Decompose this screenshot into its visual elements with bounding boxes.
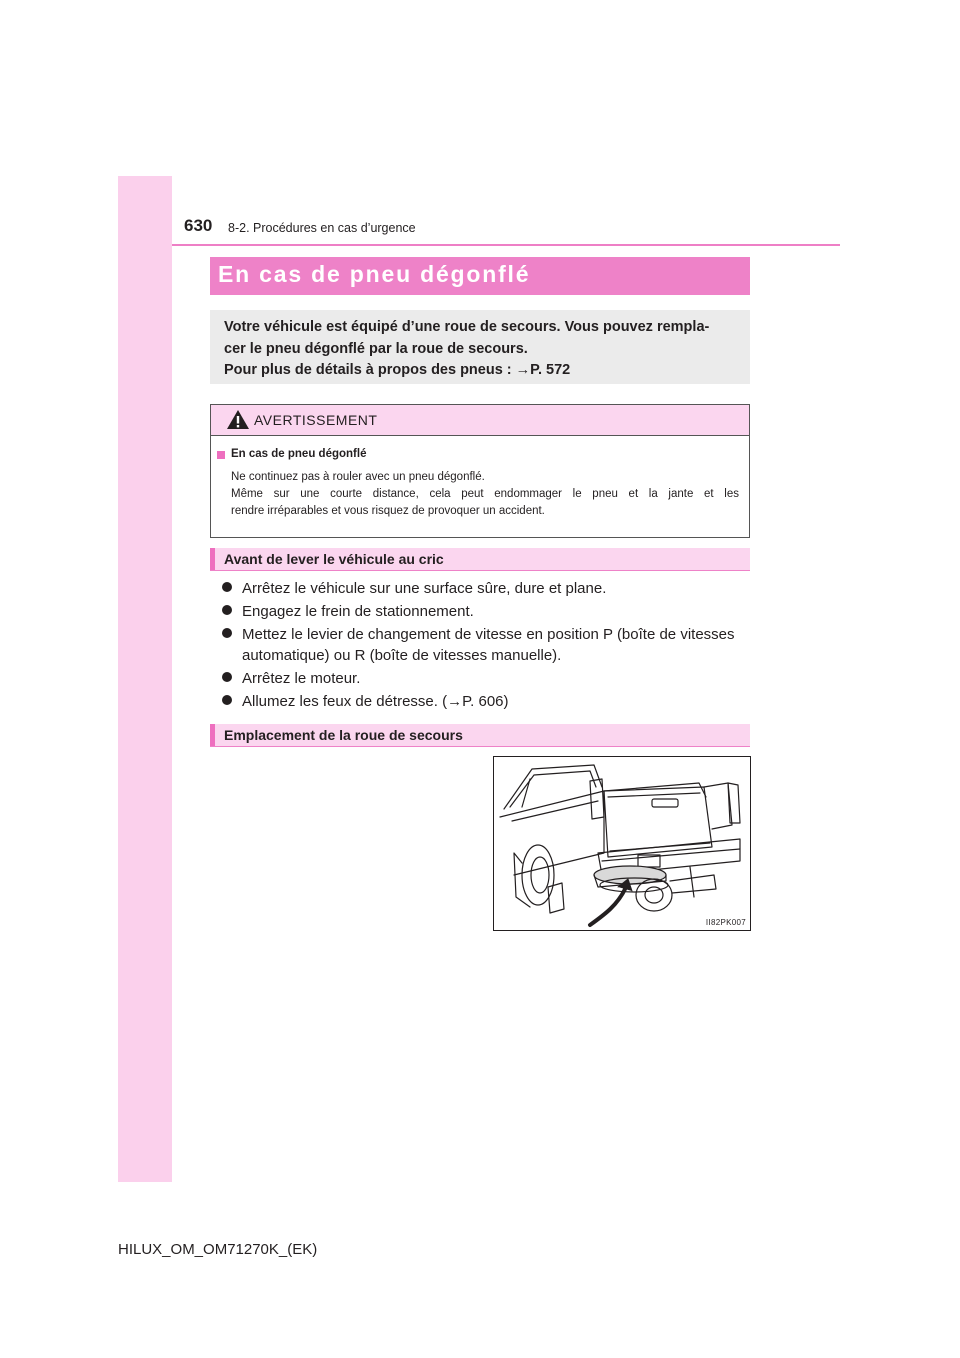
breadcrumb: 8-2. Procédures en cas d’urgence [228,221,416,235]
sidebar-tab [118,176,172,1182]
list-item: Engagez le frein de stationnement. [222,603,474,620]
warning-subtitle: En cas de pneu dégonflé [231,448,367,460]
intro-line-1: Votre véhicule est équipé d’une roue de secours. Vous pouvez rempla- [224,319,710,335]
title-bar [210,257,750,295]
bullet-dot [222,582,232,592]
section-marker [210,548,215,570]
page-number: 630 [184,216,213,235]
intro-line-2: cer le pneu dégonflé par la roue de secours. [224,341,528,357]
list-item: Arrêtez le moteur. [222,670,360,687]
footer-code: HILUX_OM_OM71270K_(EK) [118,1241,318,1258]
list-item-continuation: automatique) ou R (boîte de vitesses manuelle). [242,647,562,664]
warning-text-line-1: Ne continuez pas à rouler avec un pneu dégonflé. [231,471,485,483]
header-rule [172,244,840,246]
warning-box [210,404,750,538]
list-item: Arrêtez le véhicule sur une surface sûre, dure et plane. [222,580,606,597]
section-marker [210,724,215,746]
list-item: Allumez les feux de détresse. (→P. 606) [222,693,509,710]
warning-text-line-3: rendre irréparables et vous risquez de provoquer un accident. [231,505,545,517]
warning-triangle-icon [226,409,250,435]
bullet-dot [222,628,232,638]
bullet-dot [222,695,232,705]
spare-tire-illustration [493,756,751,931]
list-item: Mettez le levier de changement de vitesse en position P (boîte de vitesses [222,626,735,643]
section-heading-text: Avant de lever le véhicule au cric [224,551,444,567]
page-title: En cas de pneu dégonflé [218,261,531,287]
warning-square-bullet [217,451,225,459]
warning-title: AVERTISSEMENT [254,412,378,428]
figure-code: II82PK007 [705,918,746,927]
bullet-dot [222,605,232,615]
section-heading-jack [210,548,750,571]
intro-line-3: Pour plus de détails à propos des pneus : →P. 572 [224,362,571,378]
section-heading-text: Emplacement de la roue de secours [224,727,463,743]
warning-header [211,405,749,436]
warning-text-line-2: Même sur une courte distance, cela peut endommager le pneu et la jante et les [231,488,739,500]
bullet-dot [222,672,232,682]
intro-box [210,310,750,384]
section-heading-spare [210,724,750,747]
